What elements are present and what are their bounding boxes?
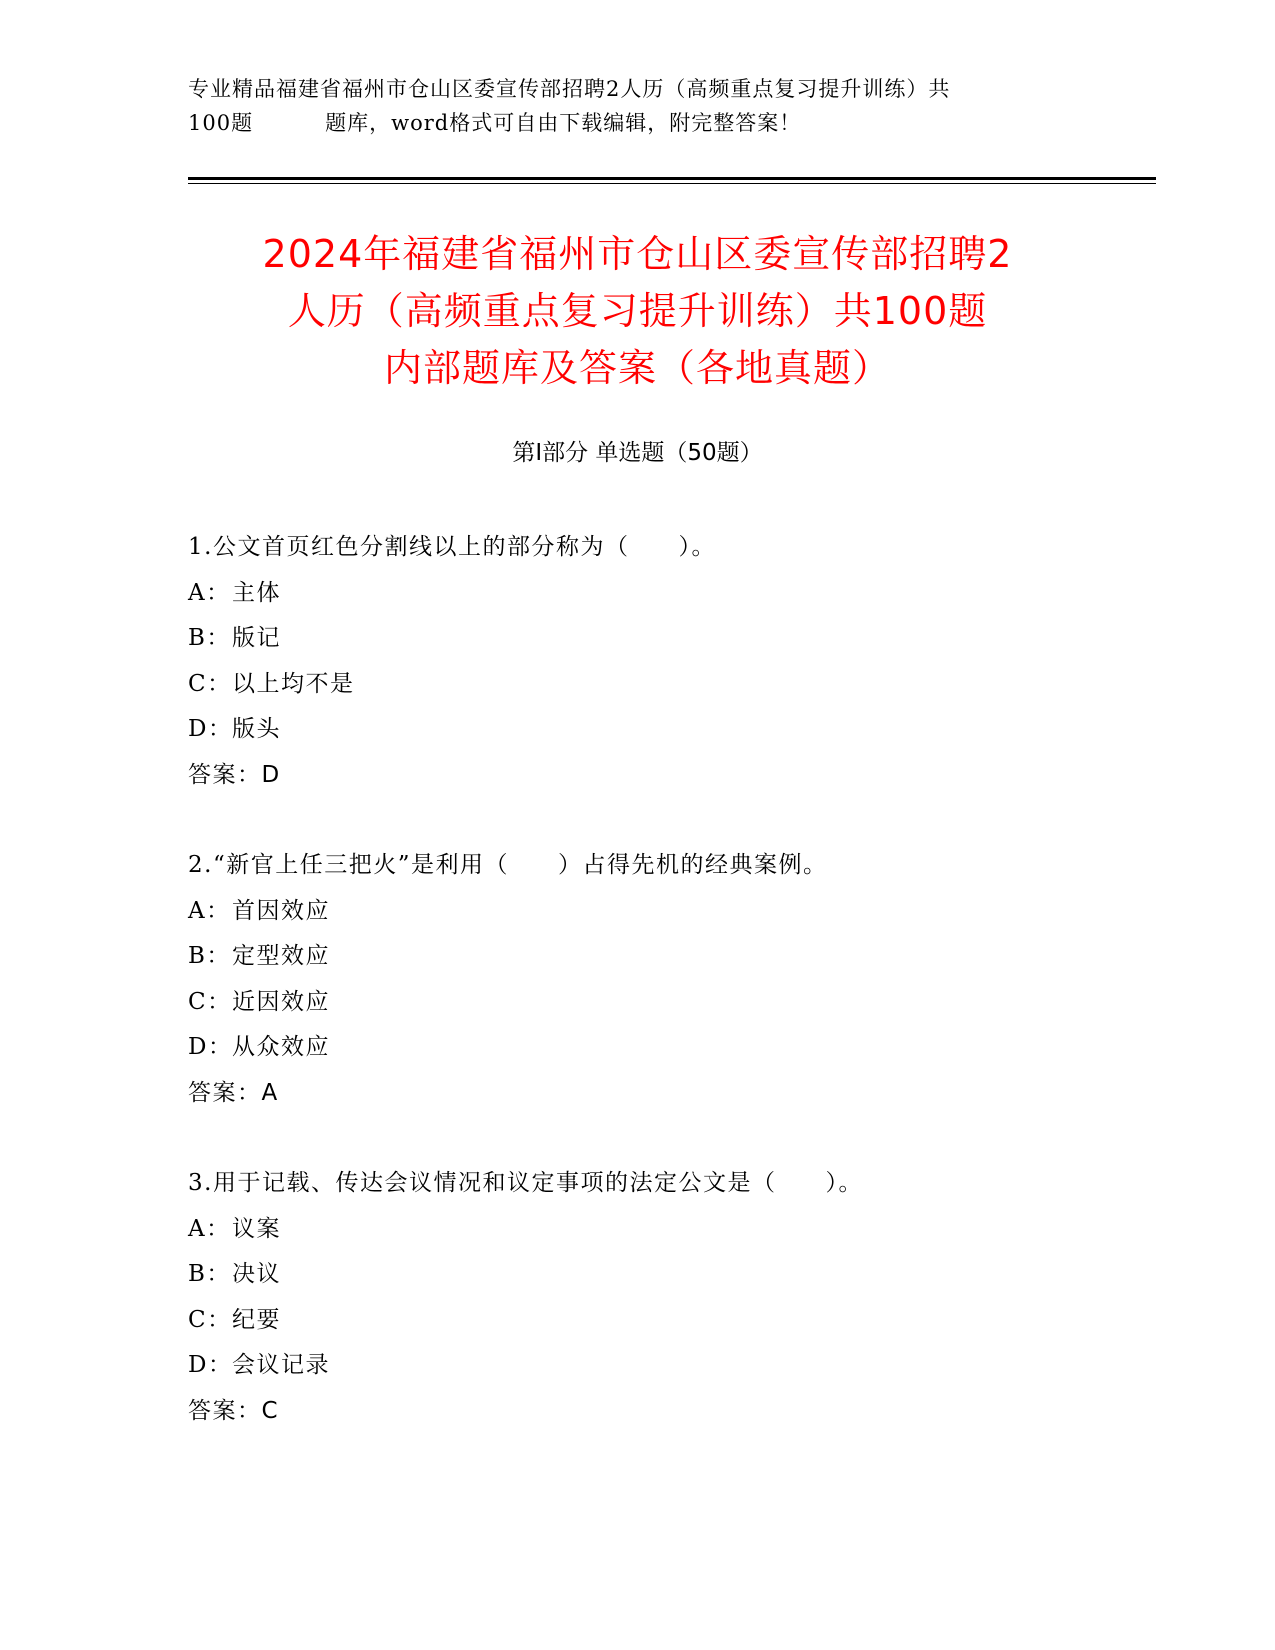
option-c [188,980,1128,1026]
option-text: 决议 [232,1261,281,1287]
option-text: 近因效应 [232,988,330,1015]
option-b [188,934,1128,980]
answer: 答案：A [188,1079,279,1106]
option-b [188,616,1128,662]
title-line-2: 人历（高频重点复习提升训练）共100题 [287,289,988,333]
option-text: 首因效应 [232,897,330,924]
option-key: D： [188,1352,233,1378]
title-line-3: 内部题库及答案（各地真题） [383,346,891,390]
option-text: 版记 [232,625,281,651]
option-d [188,707,1128,753]
header-divider-thick [188,177,1156,180]
option-key: D： [188,716,233,742]
option-text: 会议记录 [232,1352,330,1378]
option-key: C： [188,1306,232,1333]
question-text: 3.用于记载、传达会议情况和议定事项的法定公文是（ ）。 [188,1170,863,1196]
question-2 [188,843,1128,1116]
header-line-2 [188,106,1088,140]
option-key: D： [188,1034,233,1060]
option-d [188,1343,1128,1389]
question-text: 1.公文首页红色分割线以上的部分称为（ ）。 [188,534,716,560]
option-key: B： [188,625,231,651]
option-key: A： [188,897,231,924]
document-title [150,226,1125,397]
question-3 [188,1161,1128,1434]
option-key: A： [188,579,231,606]
header-line-2-right: 题库，word格式可自由下载编辑，附完整答案！ [325,111,802,135]
option-key: B： [188,943,231,969]
header-line-1: 专业精品福建省福州市仓山区委宣传部招聘2人历（高频重点复习提升训练）共 [188,77,951,101]
header-divider-thin [188,183,1156,184]
option-a [188,571,1128,617]
question-1 [188,525,1128,798]
section-title: 第Ⅰ部分 单选题（50题） [512,440,763,466]
option-text: 主体 [232,579,281,606]
answer: 答案：C [188,1397,280,1424]
header-note [188,72,1088,140]
title-line-1: 2024年福建省福州市仓山区委宣传部招聘2 [262,232,1013,276]
option-key: B： [188,1261,231,1287]
answer: 答案：D [188,761,281,788]
option-c [188,662,1128,708]
option-text: 定型效应 [232,943,330,969]
header-line-2-left: 100题 [188,111,254,135]
option-text: 议案 [232,1215,281,1242]
option-a [188,889,1128,935]
option-text: 以上均不是 [232,670,355,697]
option-text: 从众效应 [232,1034,330,1060]
option-a [188,1207,1128,1253]
option-key: A： [188,1215,231,1242]
question-text: 2.“新官上任三把火”是利用（ ）占得先机的经典案例。 [188,852,828,878]
option-d [188,1025,1128,1071]
option-b [188,1252,1128,1298]
option-key: C： [188,670,232,697]
option-text: 纪要 [232,1306,281,1333]
option-key: C： [188,988,232,1015]
option-text: 版头 [232,716,281,742]
option-c [188,1298,1128,1344]
